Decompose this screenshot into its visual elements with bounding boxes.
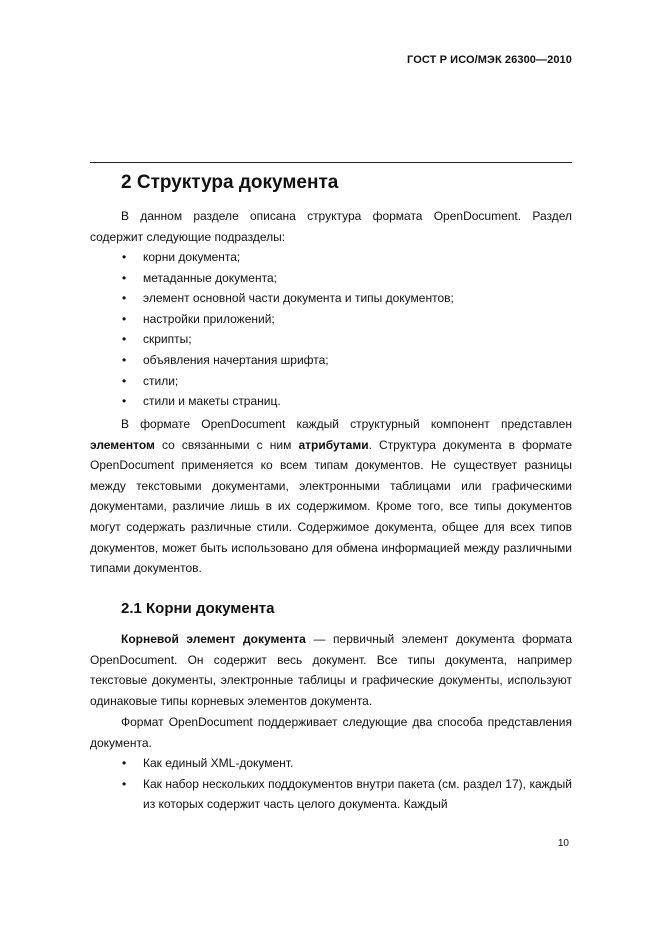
subsection-list [90, 247, 572, 412]
bullet-icon: • [122, 394, 127, 409]
structure-paragraph: В формате OpenDocument каждый структурный компонент представлен элементом со связанными с ним атрибутами. Структура документа в формате OpenDocument применяется ко всем типам документов. Не существует разницы между текстовыми документами, электронными таблицами или графическими документами, различие лишь в их содержимом. Кроме того, все типы документов могут содержать различные стили. Содержимое документа, общее для всех типов документов, может быть использовано для обмена информацией между различными типами документов. [90, 417, 573, 576]
bullet-icon: • [122, 332, 127, 347]
root-element-paragraph: Корневой элемент документа — первичный элемент документа формата OpenDocument. Он содержит весь документ. Все типы документа, например текстовые документы, электронные таблицы и графические документы, используют одинаковые типы корневых элементов документа. [90, 632, 572, 708]
subsection-title: 2.1 Корни документа [121, 600, 275, 617]
bullet-icon: • [122, 311, 127, 326]
list-item: • корни документа; [90, 247, 572, 268]
bullet-icon: • [122, 291, 127, 306]
section-title: 2 Структура документа [121, 172, 339, 193]
list-item: • стили и макеты страниц. [90, 391, 572, 412]
list-item: • стили; [90, 371, 572, 392]
list-item: • скрипты; [90, 329, 572, 350]
header-divider [90, 162, 572, 163]
term-attributes: атрибутами [298, 437, 369, 452]
term-element: элементом [90, 437, 155, 452]
bullet-icon: • [122, 776, 127, 791]
page-number: 10 [557, 838, 569, 849]
bullet-icon: • [122, 352, 127, 367]
bullet-icon: • [122, 373, 127, 388]
bullet-icon: • [122, 756, 127, 770]
list-item: • Как единый XML-документ. [90, 753, 572, 774]
term-root-element: Корневой элемент документа [121, 632, 306, 646]
list-item: • настройки приложений; [90, 309, 572, 330]
document-header: ГОСТ Р ИСО/МЭК 26300—2010 [407, 54, 572, 66]
list-item: • объявления начертания шрифта; [90, 350, 572, 371]
bullet-icon: • [122, 270, 127, 285]
section-intro: В данном разделе описана структура формата OpenDocument. Раздел содержит следующие подразделы: [90, 209, 572, 244]
list-item: • метаданные документа; [90, 268, 572, 289]
bullet-icon: • [122, 250, 127, 264]
representation-list [90, 753, 572, 815]
list-item: • Как набор нескольких поддокументов внутри пакета (см. раздел 17), каждый из которых содержит часть целого документа. Каждый [90, 774, 572, 815]
list-item: • элемент основной части документа и типы документов; [90, 288, 572, 309]
representation-paragraph: Формат OpenDocument поддерживает следующие два способа представления документа. [90, 715, 572, 750]
